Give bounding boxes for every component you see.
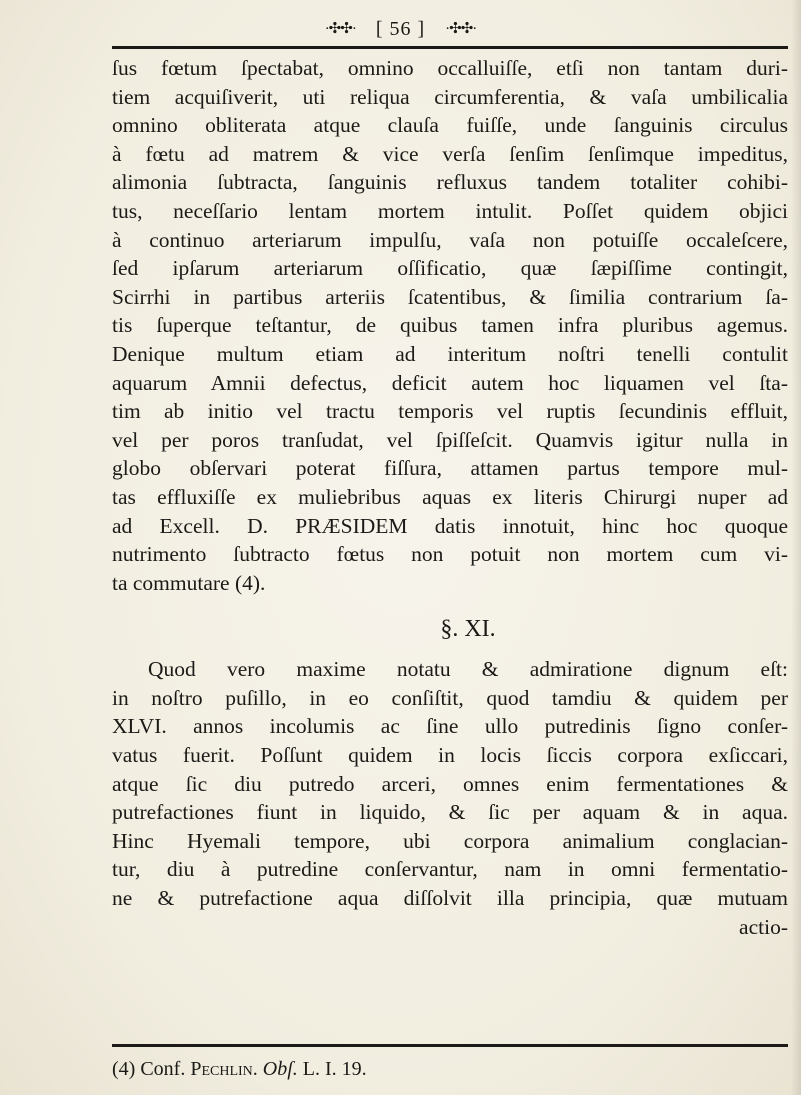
text-line: globo obſervari poterat fiſſura, attamen partus tempore mul- [112,456,788,481]
text-line: tur, diu à putredine conſervantur, nam in omni fermentatio- [112,857,788,882]
footnote-reference: L. I. 19. [302,1058,367,1080]
header-rule [112,46,788,49]
page-edge-shadow [791,0,801,1095]
text-line: aquarum Amnii defectus, deficit autem hoc liquamen vel ſta- [112,370,788,395]
text-line: ſed ipſarum arteriarum oſſificatio, quæ ſæpiſſime contingit, [112,256,788,281]
text-line: atque ſic diu putredo arceri, omnes enim fermentationes & [112,771,788,796]
text-line: in noſtro puſillo, in eo conſiſtit, quod tamdiu & quidem per [112,685,788,710]
text-line: Hinc Hyemali tempore, ubi corpora animalium conglacian- [112,828,788,853]
page-number: [ 56 ] [375,18,426,41]
text-line: tas effluxiſſe ex muliebribus aquas ex literis Chirurgi nuper ad [112,484,788,509]
text-line: Scirrhi in partibus arteriis ſcatentibus, & ſimilia contrarium ſa- [112,284,788,309]
text-line: alimonia ſubtracta, ſanguinis refluxus tandem totaliter cohibi- [112,170,788,195]
text-line: putrefactiones fiunt in liquido, & ſic per aquam & in aqua. [112,800,788,825]
text-line: tus, neceſſario lentam mortem intulit. Poſſet quidem objici [112,198,788,223]
text-line: tiem acquiſiverit, uti reliqua circumferentia, & vaſa umbilicalia [112,84,788,109]
text-line: ta commutare (4). [112,570,266,595]
text-line: ſus fœtum ſpectabat, omnino occalluiſſe, etſi non tantam duri- [112,56,788,80]
text-line: nutrimento ſubtracto fœtus non potuit non mortem cum vi- [112,542,788,567]
text-line: tis ſuperque teſtantur, de quibus tamen infra pluribus agemus. [112,313,788,338]
section-heading: §. XI. [440,616,496,643]
footnote-conf: Conf. [140,1058,186,1080]
text-line: vel per poros tranſudat, vel ſpiſſeſcit. Quamvis igitur nulla in [112,427,788,452]
text-line: à continuo arteriarum impulſu, vaſa non potuiſſe occaleſcere, [112,227,788,252]
ornament-left-icon: ·✣✣· [324,21,356,38]
footnote [112,1056,788,1082]
main-text [112,54,788,941]
text-line: vatus fuerit. Poſſunt quidem in locis ſiccis corpora exſiccari, [112,743,788,768]
running-head [0,14,801,42]
footnote-author: Pechlin. [190,1058,258,1080]
text-line: tim ab initio vel tractu temporis vel ruptis ſecundinis effluit, [112,399,788,424]
text-line: ad Excell. D. PRÆSIDEM datis innotuit, hinc hoc quoque [112,513,788,538]
text-line: ne & putrefactione aqua diſſolvit illa principia, quæ mutuam [112,886,788,911]
footnote-marker: (4) [112,1058,136,1080]
footnote-rule [112,1044,788,1047]
text-line: à fœtu ad matrem & vice verſa ſenſim ſenſimque impeditus, [112,141,788,166]
ornament-right-icon: ·✣✣· [445,21,477,38]
catchword: actio- [739,914,788,939]
text-line: XLVI. annos incolumis ac ſine ullo putredinis ſigno conſer- [112,714,788,739]
footnote-work: Obſ. [262,1058,298,1080]
text-line: Quod vero maxime notatu & admiratione dignum eſt: [148,657,788,682]
text-line: Denique multum etiam ad interitum noſtri tenelli contulit [112,341,788,366]
text-line: omnino obliterata atque clauſa fuiſſe, unde ſanguinis circulus [112,113,788,138]
